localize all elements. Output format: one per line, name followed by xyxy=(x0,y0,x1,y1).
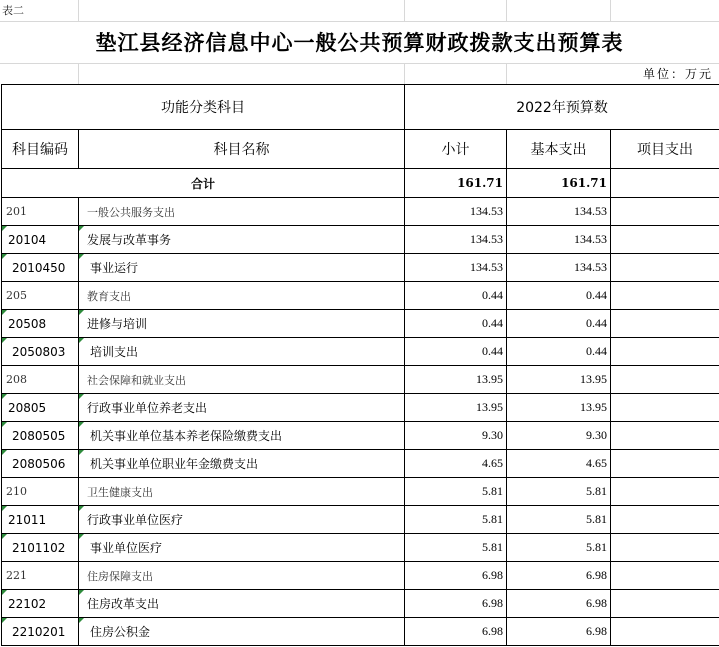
gridline xyxy=(506,0,507,22)
row-basic[interactable] xyxy=(507,254,611,282)
error-indicator-icon xyxy=(79,338,84,343)
row-code-text: 201 xyxy=(6,205,27,218)
error-indicator-icon xyxy=(79,618,84,623)
row-name[interactable] xyxy=(79,310,405,338)
total-row xyxy=(2,169,719,198)
table-row xyxy=(2,506,719,534)
error-indicator-icon xyxy=(2,534,7,539)
row-basic-text: 6.98 xyxy=(586,568,607,582)
error-indicator-icon xyxy=(79,254,84,259)
error-indicator-icon xyxy=(2,394,7,399)
row-subtotal-text: 134.53 xyxy=(470,260,503,274)
row-basic[interactable] xyxy=(507,590,611,618)
row-code[interactable] xyxy=(2,198,79,226)
row-basic-text: 6.98 xyxy=(586,624,607,638)
row-basic-text: 134.53 xyxy=(574,232,607,246)
row-basic[interactable] xyxy=(507,478,611,506)
row-basic[interactable] xyxy=(507,450,611,478)
row-name-text: 机关事业单位职业年金缴费支出 xyxy=(90,457,259,471)
row-basic[interactable] xyxy=(507,366,611,394)
row-basic-text: 13.95 xyxy=(580,372,607,386)
row-subtotal[interactable] xyxy=(405,226,507,254)
row-code[interactable] xyxy=(2,366,79,394)
error-indicator-icon xyxy=(79,450,84,455)
row-basic[interactable] xyxy=(507,394,611,422)
row-project[interactable] xyxy=(611,450,719,478)
row-subtotal[interactable] xyxy=(405,478,507,506)
row-name[interactable] xyxy=(79,534,405,562)
row-name-text: 卫生健康支出 xyxy=(87,485,153,499)
total-subtotal[interactable]: 161.71 xyxy=(405,169,507,198)
error-indicator-icon xyxy=(2,506,7,511)
row-code-text: 22102 xyxy=(8,596,47,611)
table-row xyxy=(2,562,719,590)
row-project[interactable] xyxy=(611,338,719,366)
row-basic[interactable] xyxy=(507,226,611,254)
row-basic-text: 134.53 xyxy=(574,260,607,274)
row-code-text: 20805 xyxy=(8,400,47,415)
row-name[interactable] xyxy=(79,282,405,310)
row-basic-text: 6.98 xyxy=(586,596,607,610)
table-row xyxy=(2,618,719,646)
header-func-category[interactable]: 功能分类科目 xyxy=(2,85,405,130)
table-row xyxy=(2,534,719,562)
table-row xyxy=(2,394,719,422)
gridline xyxy=(78,63,79,84)
error-indicator-icon xyxy=(2,422,7,427)
row-name[interactable] xyxy=(79,422,405,450)
row-name[interactable] xyxy=(79,450,405,478)
row-subtotal[interactable] xyxy=(405,282,507,310)
row-name[interactable] xyxy=(79,590,405,618)
row-code[interactable] xyxy=(2,590,79,618)
row-name-text: 住房改革支出 xyxy=(87,597,160,611)
row-name-text: 进修与培训 xyxy=(87,317,148,331)
row-subtotal[interactable] xyxy=(405,506,507,534)
gridline xyxy=(404,63,405,84)
header-row-1 xyxy=(2,85,719,130)
row-project[interactable] xyxy=(611,394,719,422)
row-name-text: 社会保障和就业支出 xyxy=(87,373,186,387)
row-basic[interactable] xyxy=(507,310,611,338)
row-code[interactable] xyxy=(2,562,79,590)
row-basic-text: 5.81 xyxy=(586,540,607,554)
row-basic[interactable] xyxy=(507,618,611,646)
row-code-text: 21011 xyxy=(8,512,47,527)
row-name-text: 培训支出 xyxy=(90,345,139,359)
row-code[interactable] xyxy=(2,394,79,422)
unit-label: 单位：万元 xyxy=(642,67,713,81)
table-row xyxy=(2,282,719,310)
row-code-text: 2080505 xyxy=(12,428,66,443)
row-subtotal-text: 134.53 xyxy=(470,232,503,246)
table-row xyxy=(2,478,719,506)
error-indicator-icon xyxy=(79,422,84,427)
row-subtotal[interactable] xyxy=(405,618,507,646)
row-name-text: 行政事业单位医疗 xyxy=(87,513,184,527)
row-subtotal-text: 0.44 xyxy=(482,288,503,302)
row-subtotal-text: 13.95 xyxy=(476,372,503,386)
error-indicator-icon xyxy=(2,590,7,595)
row-name[interactable] xyxy=(79,338,405,366)
table-row xyxy=(2,338,719,366)
row-name-text: 事业单位医疗 xyxy=(90,541,163,555)
row-subtotal[interactable] xyxy=(405,422,507,450)
error-indicator-icon xyxy=(2,254,7,259)
row-basic-text: 0.44 xyxy=(586,344,607,358)
row-name[interactable] xyxy=(79,478,405,506)
row-subtotal-text: 0.44 xyxy=(482,316,503,330)
row-basic[interactable] xyxy=(507,282,611,310)
error-indicator-icon xyxy=(79,226,84,231)
row-project[interactable] xyxy=(611,422,719,450)
header-subtotal[interactable]: 小计 xyxy=(405,130,507,169)
row-project[interactable] xyxy=(611,226,719,254)
row-basic[interactable] xyxy=(507,338,611,366)
table-row xyxy=(2,198,719,226)
row-name-text: 机关事业单位基本养老保险缴费支出 xyxy=(90,429,283,443)
row-subtotal-text: 13.95 xyxy=(476,400,503,414)
row-name[interactable] xyxy=(79,394,405,422)
row-name[interactable] xyxy=(79,226,405,254)
row-name-text: 住房公积金 xyxy=(90,625,151,639)
row-subtotal[interactable] xyxy=(405,562,507,590)
row-code-text: 2050803 xyxy=(12,344,66,359)
header-row-2 xyxy=(2,130,719,169)
row-subtotal[interactable] xyxy=(405,394,507,422)
row-subtotal-text: 5.81 xyxy=(482,512,503,526)
header-project[interactable]: 项目支出 xyxy=(611,130,719,169)
table-row xyxy=(2,422,719,450)
row-code-text: 2010450 xyxy=(12,260,66,275)
row-subtotal-text: 6.98 xyxy=(482,624,503,638)
row-basic-text: 4.65 xyxy=(586,456,607,470)
table-row xyxy=(2,310,719,338)
row-project[interactable] xyxy=(611,282,719,310)
row-project[interactable] xyxy=(611,478,719,506)
header-budget-year[interactable]: 2022年预算数 xyxy=(405,85,719,130)
row-project[interactable] xyxy=(611,590,719,618)
row-project[interactable] xyxy=(611,254,719,282)
error-indicator-icon xyxy=(2,226,7,231)
error-indicator-icon xyxy=(79,590,84,595)
row-basic-text: 0.44 xyxy=(586,288,607,302)
row-subtotal-text: 5.81 xyxy=(482,540,503,554)
row-code[interactable] xyxy=(2,226,79,254)
row-basic-text: 5.81 xyxy=(586,512,607,526)
row-basic-text: 5.81 xyxy=(586,484,607,498)
row-basic-text: 13.95 xyxy=(580,400,607,414)
table-row xyxy=(2,590,719,618)
row-code-text: 20104 xyxy=(8,232,47,247)
row-basic[interactable] xyxy=(507,198,611,226)
gridline xyxy=(404,0,405,22)
row-subtotal-text: 6.98 xyxy=(482,568,503,582)
row-basic[interactable] xyxy=(507,534,611,562)
row-name[interactable] xyxy=(79,618,405,646)
row-project[interactable] xyxy=(611,310,719,338)
row-subtotal-text: 5.81 xyxy=(482,484,503,498)
row-project[interactable] xyxy=(611,618,719,646)
row-basic-text: 0.44 xyxy=(586,316,607,330)
row-basic[interactable] xyxy=(507,506,611,534)
error-indicator-icon xyxy=(79,534,84,539)
row-name-text: 发展与改革事务 xyxy=(87,233,172,247)
row-subtotal-text: 9.30 xyxy=(482,428,503,442)
error-indicator-icon xyxy=(2,618,7,623)
row-code[interactable] xyxy=(2,310,79,338)
gridline xyxy=(610,0,611,22)
row-code-text: 2210201 xyxy=(12,624,66,639)
error-indicator-icon xyxy=(2,450,7,455)
row-subtotal-text: 134.53 xyxy=(470,204,503,218)
row-name[interactable] xyxy=(79,562,405,590)
row-code-text: 2080506 xyxy=(12,456,66,471)
row-project[interactable] xyxy=(611,366,719,394)
table-row xyxy=(2,226,719,254)
row-name[interactable] xyxy=(79,254,405,282)
error-indicator-icon xyxy=(79,506,84,511)
gridline xyxy=(506,63,507,84)
row-subtotal[interactable] xyxy=(405,338,507,366)
error-indicator-icon xyxy=(79,394,84,399)
row-code[interactable] xyxy=(2,506,79,534)
table-row xyxy=(2,366,719,394)
table-row xyxy=(2,450,719,478)
row-code[interactable] xyxy=(2,450,79,478)
row-basic[interactable] xyxy=(507,422,611,450)
row-code-text: 208 xyxy=(6,373,27,386)
header-code[interactable]: 科目编码 xyxy=(2,130,79,169)
row-subtotal-text: 4.65 xyxy=(482,456,503,470)
row-subtotal[interactable] xyxy=(405,198,507,226)
row-name-text: 教育支出 xyxy=(87,289,131,303)
row-subtotal[interactable] xyxy=(405,310,507,338)
header-name[interactable]: 科目名称 xyxy=(79,130,405,169)
row-subtotal[interactable] xyxy=(405,450,507,478)
row-subtotal[interactable] xyxy=(405,366,507,394)
row-code[interactable] xyxy=(2,534,79,562)
row-code[interactable] xyxy=(2,338,79,366)
row-name-text: 行政事业单位养老支出 xyxy=(87,401,208,415)
row-basic[interactable] xyxy=(507,562,611,590)
row-code-text: 221 xyxy=(6,569,27,582)
row-project[interactable] xyxy=(611,198,719,226)
row-code-text: 205 xyxy=(6,289,27,302)
table-row xyxy=(2,254,719,282)
row-code[interactable] xyxy=(2,618,79,646)
total-project[interactable] xyxy=(611,169,719,198)
row-name-text: 住房保障支出 xyxy=(87,569,153,583)
row-subtotal-text: 0.44 xyxy=(482,344,503,358)
total-label[interactable]: 合计 xyxy=(2,169,405,198)
row-code[interactable] xyxy=(2,254,79,282)
row-code-text: 2101102 xyxy=(12,540,66,555)
row-subtotal[interactable] xyxy=(405,534,507,562)
row-project[interactable] xyxy=(611,534,719,562)
row-name[interactable] xyxy=(79,198,405,226)
error-indicator-icon xyxy=(2,338,7,343)
page-title: 垫江县经济信息中心一般公共预算财政拨款支出预算表 xyxy=(95,30,624,55)
row-code-text: 20508 xyxy=(8,316,47,331)
row-basic-text: 134.53 xyxy=(574,204,607,218)
row-project[interactable] xyxy=(611,562,719,590)
header-basic[interactable]: 基本支出 xyxy=(507,130,611,169)
error-indicator-icon xyxy=(79,310,84,315)
row-name-text: 一般公共服务支出 xyxy=(87,205,175,219)
row-name[interactable] xyxy=(79,366,405,394)
budget-table xyxy=(1,84,719,646)
row-code[interactable] xyxy=(2,478,79,506)
error-indicator-icon xyxy=(2,310,7,315)
row-code[interactable] xyxy=(2,282,79,310)
row-code-text: 210 xyxy=(6,485,27,498)
row-subtotal[interactable] xyxy=(405,590,507,618)
row-subtotal[interactable] xyxy=(405,254,507,282)
row-code[interactable] xyxy=(2,422,79,450)
row-subtotal-text: 6.98 xyxy=(482,596,503,610)
row-name[interactable] xyxy=(79,506,405,534)
gridline xyxy=(78,0,79,22)
row-project[interactable] xyxy=(611,506,719,534)
total-basic[interactable]: 161.71 xyxy=(507,169,611,198)
row-name-text: 事业运行 xyxy=(90,261,139,275)
row-basic-text: 9.30 xyxy=(586,428,607,442)
sheet-tag: 表二 xyxy=(2,4,24,17)
